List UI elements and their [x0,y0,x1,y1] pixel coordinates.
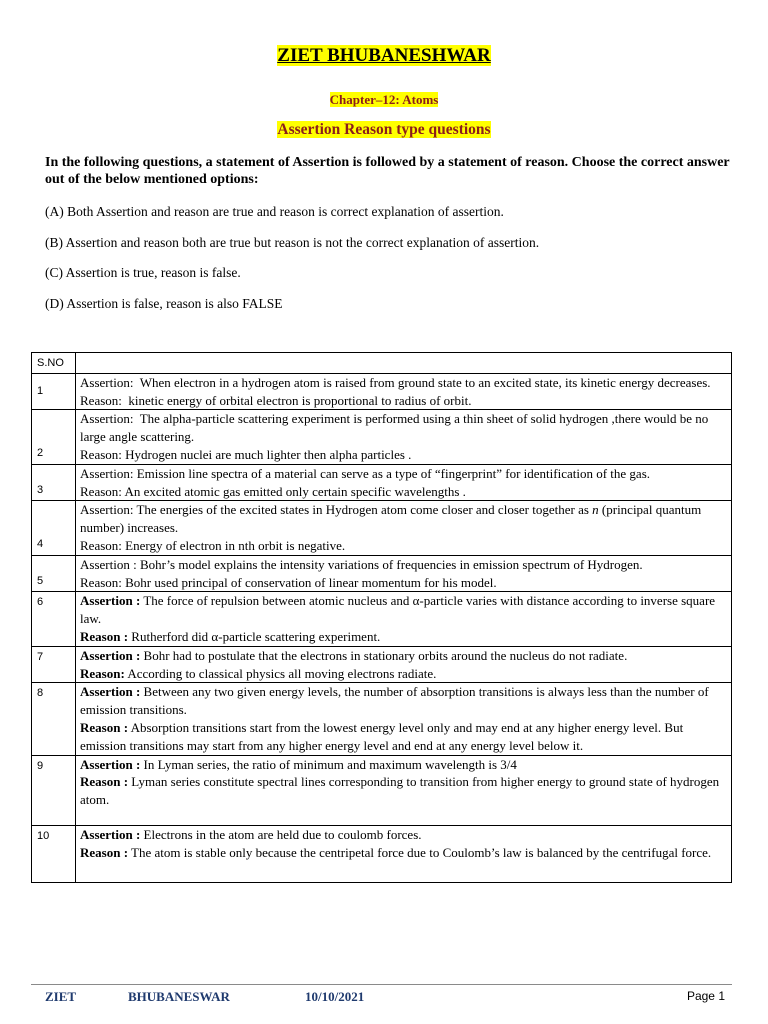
footer-date: 10/10/2021 [305,989,365,1004]
assertion-text: Assertion : The force of repulsion between atomic nucleus and α-particle varies with distance according to inverse square law. [80,593,716,627]
question-number: 4 [32,501,76,555]
page-footer [45,989,725,1007]
question-number: 6 [32,592,76,646]
section-heading-text: Assertion Reason type questions [277,121,491,138]
assertion-text: Assertion: Emission line spectra of a material can serve as a type of “fingerprint” for identification of the gas. [80,465,651,481]
header-sno: S.NO [32,353,76,374]
section-heading [0,121,768,139]
footer-divider [31,984,732,985]
assertion-text: Assertion: The energies of the excited states in Hydrogen atom come closer and closer together as n (principal quantum number) increases. [80,502,702,536]
option-d: (D) Assertion is false, reason is also FALSE [45,296,283,311]
document-title [0,45,768,67]
assertion-text: Assertion : Between any two given energy levels, the number of absorption transitions is always less than the number of emission transitions. [80,684,709,718]
table-header-row [32,353,732,374]
table-row [32,755,732,825]
question-cell [76,555,732,592]
table-row [32,373,732,410]
table-row [32,646,732,683]
instructions-text: In the following questions, a statement of Assertion is followed by a statement of reason. Choose the correct answer out of the below mentioned options: [45,155,730,187]
reason-text: Reason: According to classical physics all moving electrons radiate. [80,665,437,681]
question-number: 1 [32,373,76,410]
question-cell [76,501,732,555]
option-b: (B) Assertion and reason both are true but reason is not the correct explanation of assertion. [45,235,540,250]
reason-text: Reason : The atom is stable only because the centripetal force due to Coulomb’s law is balanced by the centrifugal force. [80,844,712,860]
question-cell [76,755,732,825]
question-number: 8 [32,683,76,755]
table-row [32,683,732,755]
assertion-text: Assertion : Bohr’s model explains the intensity variations of frequencies in emission spectrum of Hydrogen. [80,556,643,572]
reason-text: Reason : Absorption transitions start from the lowest energy level only and may end at any higher energy level. But emission transitions may start from any higher energy level and end at any energy level below it. [80,719,684,753]
reason-text: Reason : Rutherford did α-particle scattering experiment. [80,628,381,644]
option-c: (C) Assertion is true, reason is false. [45,265,241,280]
question-cell [76,410,732,464]
reason-text: Reason: kinetic energy of orbital electron is proportional to radius of orbit. [80,392,472,408]
question-number: 2 [32,410,76,464]
question-cell [76,646,732,683]
question-cell [76,592,732,646]
assertion-text: Assertion : Electrons in the atom are held due to coulomb forces. [80,826,422,842]
questions-table [31,352,732,883]
table-row [32,501,732,555]
footer-org: ZIET [45,989,77,1004]
title-text: ZIET BHUBANESHWAR [277,45,491,66]
question-cell [76,464,732,501]
reason-text: Reason: Hydrogen nuclei are much lighter then alpha particles . [80,446,412,462]
question-cell [76,373,732,410]
table-row [32,555,732,592]
header-question [76,353,732,374]
option-a: (A) Both Assertion and reason are true and reason is correct explanation of assertion. [45,204,504,219]
assertion-text: Assertion: The alpha-particle scattering experiment is performed using a thin sheet of solid hydrogen ,there would be no large angle scattering. [80,411,709,445]
table-row [32,410,732,464]
page-number: Page 1 [686,989,725,1003]
reason-text: Reason: Energy of electron in nth orbit is negative. [80,537,346,553]
reason-text: Reason: Bohr used principal of conservation of linear momentum for his model. [80,574,497,590]
question-number: 9 [32,755,76,825]
question-number: 3 [32,464,76,501]
question-cell [76,683,732,755]
question-cell [76,825,732,882]
reason-text: Reason : Lyman series constitute spectral lines corresponding to transition from higher energy to ground state of hydrogen atom. [80,774,720,808]
question-number: 10 [32,825,76,882]
table-row [32,825,732,882]
assertion-text: Assertion : In Lyman series, the ratio of minimum and maximum wavelength is 3/4 [80,756,517,772]
chapter-heading [0,92,768,108]
reason-text: Reason: An excited atomic gas emitted only certain specific wavelengths . [80,483,466,499]
assertion-text: Assertion: When electron in a hydrogen atom is raised from ground state to an excited state, its kinetic energy decreases. [80,374,711,390]
question-number: 5 [32,555,76,592]
footer-city: BHUBANESWAR [128,989,230,1004]
assertion-text: Assertion : Bohr had to postulate that the electrons in stationary orbits around the nucleus do not radiate. [80,647,628,663]
table-row [32,592,732,646]
chapter-text: Chapter–12: Atoms [329,92,439,107]
table-row [32,464,732,501]
question-number: 7 [32,646,76,683]
